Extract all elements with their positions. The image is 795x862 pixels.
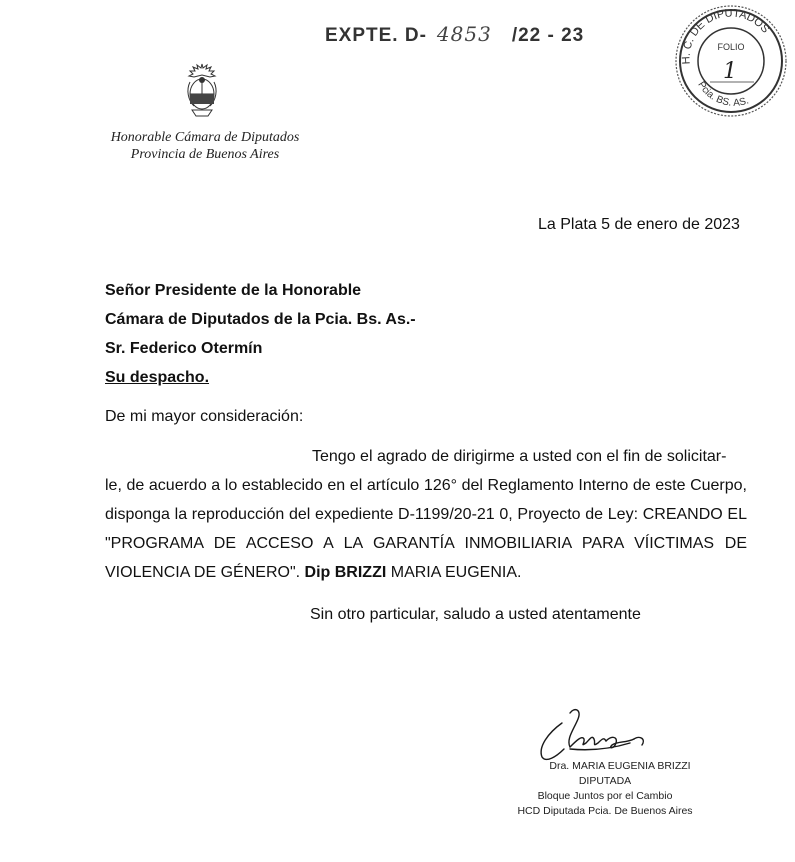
body-first-line: Tengo el agrado de dirigirme a usted con el fin de solicitar- <box>312 448 727 465</box>
coat-of-arms-icon <box>180 60 224 122</box>
signer-role: DIPUTADA <box>578 775 632 787</box>
expediente-header <box>325 22 584 47</box>
signer-name: Dra. MARIA EUGENIA BRIZZI <box>549 760 691 772</box>
closing-line: Sin otro particular, saludo a usted atentamente <box>310 606 641 623</box>
institution-name <box>90 129 320 163</box>
recipient-line-4: Su despacho. <box>105 369 210 386</box>
greeting: De mi mayor consideración: <box>105 408 304 425</box>
institution-line-2: Provincia de Buenos Aires <box>130 147 280 162</box>
recipient-line-3: Sr. Federico Otermín <box>105 340 263 357</box>
institution-line-1: Honorable Cámara de Diputados <box>110 130 300 145</box>
signer-chamber: HCD Diputada Pcia. De Buenos Aires <box>517 805 693 817</box>
body-text: le, de acuerdo a lo establecido en el artículo 126° del Reglamento Interno de este Cuerpo, disponga la reproducción del expediente D-1199/20-21 0, Proyecto de Ley: CREANDO EL "PROGRAMA DE ACCESO A LA GARANTÍA INMOBILIARIA PARA VÍICTIMAS DE VIOLENCIA DE GÉNERO". <box>105 477 747 581</box>
body-paragraph <box>105 471 747 587</box>
folio-stamp <box>672 2 790 120</box>
author-name: MARIA EUGENIA. <box>390 564 522 581</box>
author-bold: Dip BRIZZI <box>304 564 387 581</box>
letter-body <box>105 442 747 587</box>
svg-text:H. C. DE DIPUTADOS <box>680 7 771 64</box>
recipient-block <box>105 276 416 392</box>
recipient-line-2: Cámara de Diputados de la Pcia. Bs. As.- <box>105 311 416 328</box>
folio-number: 1 <box>723 59 737 84</box>
signer-bloc: Bloque Juntos por el Cambio <box>537 790 673 802</box>
recipient-line-1: Señor Presidente de la Honorable <box>105 282 362 299</box>
stamp-ring-bottom: Pcia. BS. AS. <box>695 79 751 109</box>
signature-block <box>500 759 710 819</box>
letter-date: La Plata 5 de enero de 2023 <box>538 216 740 233</box>
expediente-year: /22 - 23 <box>511 25 585 46</box>
expediente-prefix: EXPTE. D- <box>325 25 427 46</box>
expediente-number: 4853 <box>436 22 492 46</box>
stamp-ring-top: H. C. DE DIPUTADOS <box>680 7 772 65</box>
stamp-label: FOLIO <box>717 42 745 52</box>
